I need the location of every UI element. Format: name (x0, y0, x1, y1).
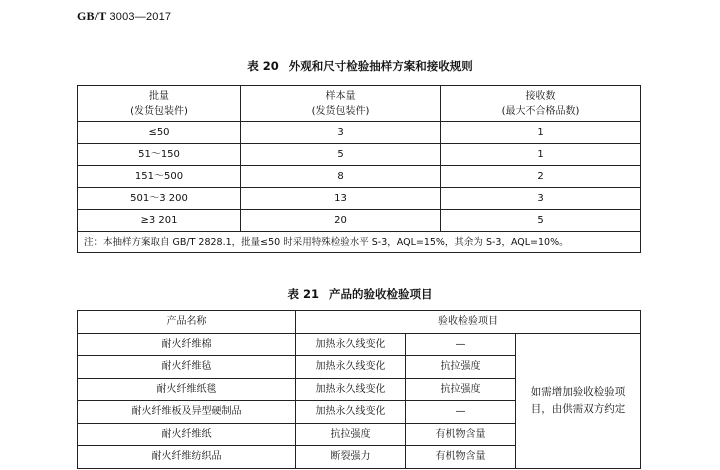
product-name-cell: 耐火纤维纺织品 (78, 446, 296, 469)
item-cell: 有机物含量 (406, 423, 516, 446)
accept-cell: 1 (441, 122, 641, 144)
table21-title: 产品的验收检验项目 (329, 287, 433, 301)
item-cell: 加热永久线变化 (296, 401, 406, 424)
item-cell: 加热永久线变化 (296, 356, 406, 379)
item-cell: 加热永久线变化 (296, 378, 406, 401)
table21-caption (0, 286, 720, 302)
product-name-cell: 耐火纤维棉 (78, 333, 296, 356)
item-cell: 抗拉强度 (296, 423, 406, 446)
item-cell: 抗拉强度 (406, 378, 516, 401)
batch-cell: 51～150 (78, 144, 241, 166)
col-header-product-name: 产品名称 (78, 311, 296, 334)
col-header-batch: 批量 (发货包装件) (78, 86, 241, 122)
table-row (78, 144, 641, 166)
standard-header (77, 9, 171, 24)
item-cell: 加热永久线变化 (296, 333, 406, 356)
sampling-table (77, 85, 641, 253)
batch-cell: 501～3 200 (78, 188, 241, 210)
table20-title: 外观和尺寸检验抽样方案和接收规则 (288, 59, 473, 73)
accept-cell: 2 (441, 166, 641, 188)
sample-cell: 3 (241, 122, 441, 144)
accept-cell: 3 (441, 188, 641, 210)
table20-note-row (78, 232, 641, 253)
table20-note: 注：本抽样方案取自 GB/T 2828.1，批量≤50 时采用特殊检验水平 S-3，AQL=15%，其余为 S-3，AQL=10%。 (78, 232, 641, 253)
table20-header-row (78, 86, 641, 122)
table-row (78, 166, 641, 188)
item-cell: 断裂强力 (296, 446, 406, 469)
table-row (78, 333, 641, 356)
table21-label: 表 21 (287, 287, 319, 301)
item-cell: 抗拉强度 (406, 356, 516, 379)
product-name-cell: 耐火纤维板及异型硬制品 (78, 401, 296, 424)
item-cell: 有机物含量 (406, 446, 516, 469)
col-header-sample: 样本量 (发货包装件) (241, 86, 441, 122)
table-row (78, 122, 641, 144)
batch-cell: ≥3 201 (78, 210, 241, 232)
product-name-cell: 耐火纤维纸 (78, 423, 296, 446)
product-name-cell: 耐火纤维纸毯 (78, 378, 296, 401)
table21-header-row (78, 311, 641, 334)
accept-cell: 1 (441, 144, 641, 166)
sample-cell: 8 (241, 166, 441, 188)
accept-cell: 5 (441, 210, 641, 232)
standard-number: 3003—2017 (109, 11, 172, 23)
table-row (78, 210, 641, 232)
product-name-cell: 耐火纤维毡 (78, 356, 296, 379)
acceptance-items-table (77, 310, 641, 469)
col-header-inspection-items: 验收检验项目 (296, 311, 641, 334)
sample-cell: 13 (241, 188, 441, 210)
batch-cell: 151～500 (78, 166, 241, 188)
sample-cell: 5 (241, 144, 441, 166)
table20-caption (0, 58, 720, 74)
item-cell: — (406, 333, 516, 356)
table-row (78, 188, 641, 210)
sample-cell: 20 (241, 210, 441, 232)
additional-items-note: 如需增加验收检验项目，由供需双方约定 (516, 333, 641, 468)
standard-code: GB/T (77, 9, 107, 23)
batch-cell: ≤50 (78, 122, 241, 144)
col-header-accept: 接收数 (最大不合格品数) (441, 86, 641, 122)
table20-label: 表 20 (247, 59, 279, 73)
item-cell: — (406, 401, 516, 424)
